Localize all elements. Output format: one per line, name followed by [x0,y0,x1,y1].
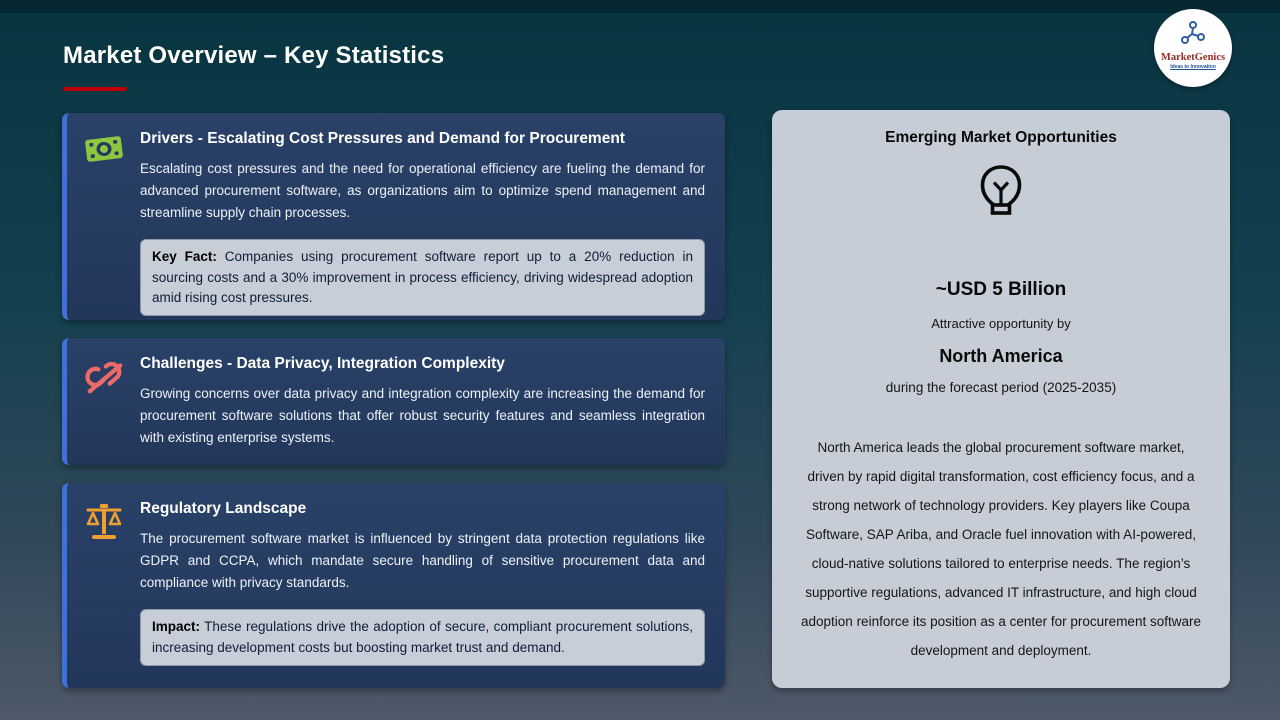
opportunity-period: during the forecast period (2025-2035) [885,380,1117,395]
card-challenges [62,338,725,465]
card-challenges-content [140,355,705,449]
scales-icon [67,500,140,672]
title-underline [63,87,127,91]
opportunity-description: North America leads the global procurement software market, driven by rapid digital transformation, cost efficiency focus, and a strong network of technology providers. Key players like Coupa Software, SAP Ariba, and Oracle fuel innovation with AI-powered, cloud-native solutions tailored to enterprise needs. The region’s supportive regulations, advanced IT infrastructure, and high cloud adoption reinforce its position as a center for procurement software development and deployment. [801,440,1201,659]
top-bar [0,0,1280,13]
page-title: Market Overview – Key Statistics [63,42,445,69]
impact-label: Impact: [152,619,201,635]
card-drivers-body: Escalating cost pressures and the need for operational efficiency are fueling the demand for advanced procurement software, as organizations aim to optimize spend management and streamline supply chain processes. [140,161,705,221]
network-icon [1180,9,1206,51]
opportunity-panel [772,110,1230,688]
logo [1154,9,1232,87]
impact-box [140,609,705,666]
key-fact-text: Companies using procurement software report up to a 20% reduction in sourcing costs and a 30% improvement in process efficiency, driving widespread adoption amid rising cost pressures. [152,249,693,305]
card-regulatory-content [140,500,705,672]
money-icon [67,130,140,304]
impact-text: These regulations drive the adoption of secure, compliant procurement solutions, increasing development costs but boosting market trust and demand. [152,619,693,655]
card-regulatory-body: The procurement software market is influenced by stringent data protection regulations like GDPR and CCPA, which mandate secure handling of sensitive procurement data and compliance with privacy standards. [140,531,705,591]
logo-name: MarketGenics [1160,52,1226,63]
card-regulatory [62,483,725,688]
opportunity-panel-title: Emerging Market Opportunities [885,129,1117,146]
unlink-icon [67,355,140,449]
lightbulb-icon [799,163,1203,221]
cards-column [62,113,725,688]
card-drivers [62,113,725,320]
opportunity-region: North America [939,346,1063,366]
opportunity-value: ~USD 5 Billion [935,279,1067,300]
card-drivers-title: Drivers - Escalating Cost Pressures and Demand for Procurement [140,130,625,147]
card-regulatory-title: Regulatory Landscape [140,500,307,517]
key-fact-box [140,239,705,316]
key-fact-label: Key Fact: [152,249,217,265]
card-challenges-title: Challenges - Data Privacy, Integration Complexity [140,355,505,372]
logo-tagline: Ideas to Innovation [1170,64,1216,70]
card-challenges-body: Growing concerns over data privacy and integration complexity are increasing the demand for procurement software solutions that offer robust security features and seamless integration with existing enterprise systems. [140,386,705,446]
opportunity-subtitle: Attractive opportunity by [931,316,1071,331]
card-drivers-content [140,130,705,304]
